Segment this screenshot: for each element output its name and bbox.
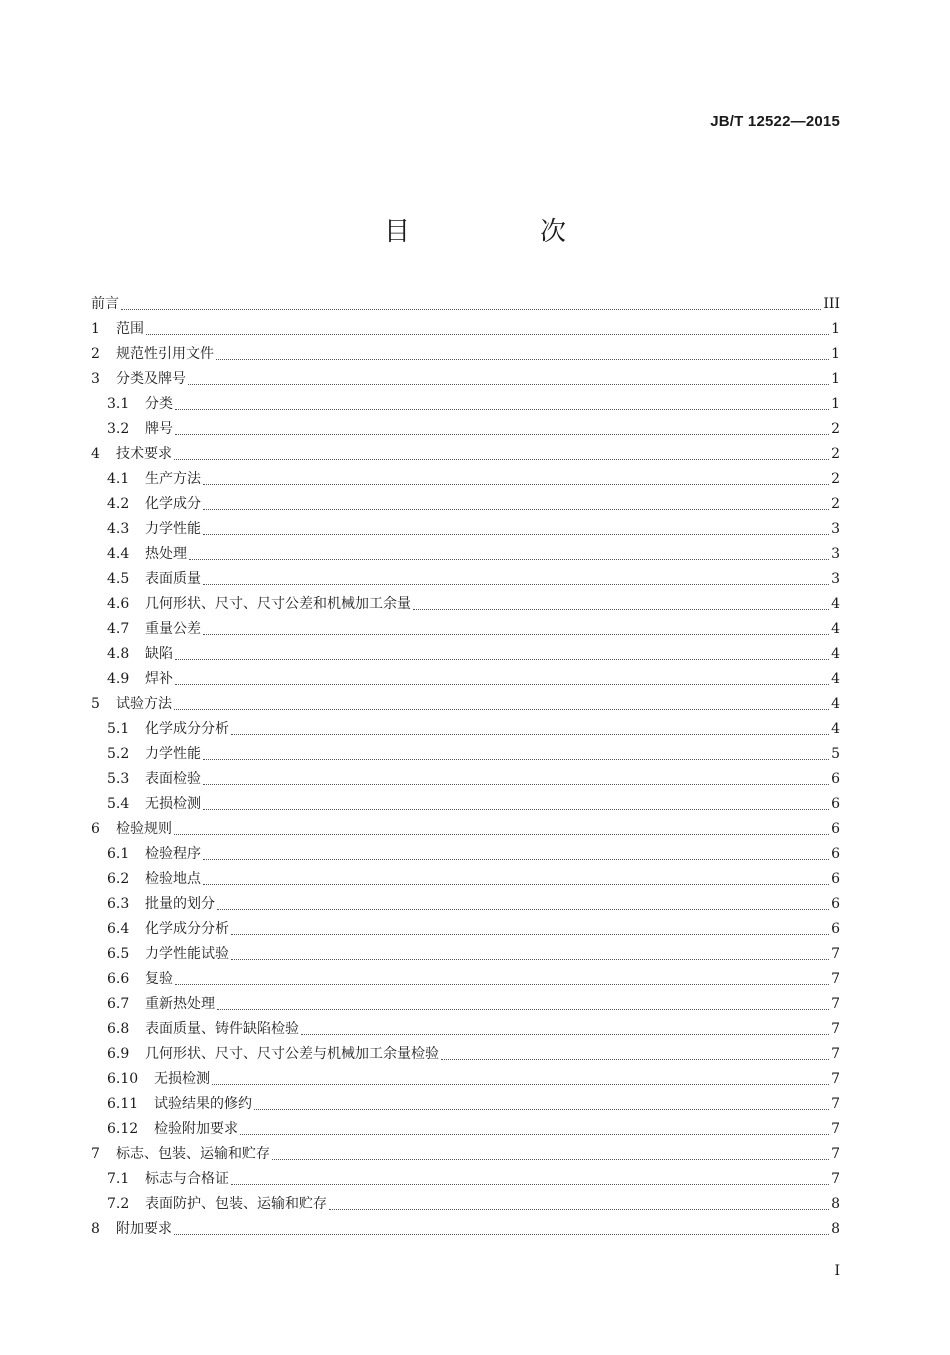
toc-entry-page: 2: [831, 471, 840, 487]
toc-entry-number: 6.2: [107, 871, 130, 887]
toc-entry-label: 表面检验: [145, 771, 201, 787]
dot-leader: [301, 1034, 829, 1035]
toc-entry-label: 生产方法: [145, 471, 201, 487]
toc-entry[interactable]: [91, 617, 840, 642]
toc-entry-page: 1: [831, 346, 840, 362]
toc-entry-label: 几何形状、尺寸、尺寸公差与机械加工余量检验: [145, 1046, 439, 1062]
page-title: 目 次: [383, 217, 618, 247]
toc-entry-label: 缺陷: [145, 646, 173, 662]
toc-entry-number: 4.4: [107, 546, 130, 562]
toc-entry-number: 4.1: [107, 471, 130, 487]
toc-entry-number: 6.4: [107, 921, 130, 937]
toc-entry[interactable]: [91, 942, 840, 967]
dot-leader: [217, 909, 829, 910]
toc-entry-page: 7: [831, 1021, 840, 1037]
toc-entry[interactable]: [91, 742, 840, 767]
toc-entry[interactable]: [91, 517, 840, 542]
toc-entry-number: 1: [91, 321, 100, 337]
toc-entry-label: 无损检测: [145, 796, 201, 812]
toc-entry-page: 4: [831, 621, 840, 637]
toc-entry[interactable]: [91, 667, 840, 692]
toc-entry[interactable]: [91, 717, 840, 742]
dot-leader: [189, 559, 829, 560]
toc-entry[interactable]: [91, 892, 840, 917]
toc-entry-label: 检验程序: [145, 846, 201, 862]
toc-entry-number: 3.2: [107, 421, 130, 437]
toc-entry-label: 规范性引用文件: [116, 346, 214, 362]
toc-entry-number: 6.3: [107, 896, 130, 912]
dot-leader: [217, 1009, 829, 1010]
dot-leader: [203, 534, 829, 535]
toc-entry-label: 表面质量: [145, 571, 201, 587]
toc-entry-number: 8: [91, 1221, 100, 1237]
toc-entry-page: 4: [831, 646, 840, 662]
toc-entry[interactable]: [91, 342, 840, 367]
toc-entry-number: 4.3: [107, 521, 130, 537]
dot-leader: [216, 359, 829, 360]
toc-entry-number: 5: [91, 696, 100, 712]
toc-entry-number: 7.1: [107, 1171, 130, 1187]
toc-entry-page: 3: [831, 571, 840, 587]
toc-entry[interactable]: [91, 967, 840, 992]
toc-entry[interactable]: [91, 692, 840, 717]
toc-entry[interactable]: [91, 1192, 840, 1217]
toc-entry-label: 附加要求: [116, 1221, 172, 1237]
toc-entry-number: 6.9: [107, 1046, 130, 1062]
dot-leader: [231, 959, 829, 960]
dot-leader: [212, 1084, 829, 1085]
toc-entry-label: 标志与合格证: [145, 1171, 229, 1187]
dot-leader: [203, 634, 829, 635]
toc-entry-label: 热处理: [145, 546, 187, 562]
toc-entry-label: 无损检测: [154, 1071, 210, 1087]
toc-entry-label: 检验附加要求: [154, 1121, 238, 1137]
toc-entry-page: 7: [831, 1096, 840, 1112]
dot-leader: [413, 609, 829, 610]
toc-entry-number: 2: [91, 346, 100, 362]
toc-entry-label: 批量的划分: [145, 896, 215, 912]
toc-entry-label: 分类及牌号: [116, 371, 186, 387]
toc-entry-number: 4.9: [107, 671, 130, 687]
toc-entry-number: 6.6: [107, 971, 130, 987]
dot-leader: [175, 659, 829, 660]
toc-entry-label: 化学成分分析: [145, 921, 229, 937]
toc-entry[interactable]: [91, 1092, 840, 1117]
toc-entry[interactable]: [91, 292, 840, 317]
toc-entry-page: 4: [831, 671, 840, 687]
toc-entry-number: 3.1: [107, 396, 130, 412]
dot-leader: [240, 1134, 829, 1135]
toc-entry[interactable]: [91, 817, 840, 842]
toc-entry[interactable]: [91, 567, 840, 592]
dot-leader: [203, 859, 829, 860]
toc-entry-number: 4.6: [107, 596, 130, 612]
toc-entry-number: 6.7: [107, 996, 130, 1012]
toc-entry-number: 6.5: [107, 946, 130, 962]
dot-leader: [441, 1059, 829, 1060]
toc-entry-label: 标志、包装、运输和贮存: [116, 1146, 270, 1162]
toc-entry-number: 4.7: [107, 621, 130, 637]
dot-leader: [188, 384, 829, 385]
toc-entry-number: 7.2: [107, 1196, 130, 1212]
toc-entry[interactable]: [91, 792, 840, 817]
toc-entry-label: 化学成分: [145, 496, 201, 512]
toc-entry[interactable]: [91, 842, 840, 867]
toc-entry-page: 7: [831, 946, 840, 962]
toc-entry[interactable]: [91, 392, 840, 417]
dot-leader: [175, 684, 829, 685]
toc-entry-number: 5.4: [107, 796, 130, 812]
toc-entry-label: 试验方法: [116, 696, 172, 712]
toc-entry-page: 2: [831, 446, 840, 462]
toc-entry-label: 几何形状、尺寸、尺寸公差和机械加工余量: [145, 596, 411, 612]
toc-entry[interactable]: [91, 917, 840, 942]
toc-entry-page: 5: [831, 746, 840, 762]
toc-entry-page: 6: [831, 796, 840, 812]
toc-entry-number: 4.8: [107, 646, 130, 662]
dot-leader: [203, 884, 829, 885]
toc-entry-page: 6: [831, 771, 840, 787]
toc-entry-number: 4.2: [107, 496, 130, 512]
toc-entry-number: 5.3: [107, 771, 130, 787]
dot-leader: [203, 784, 829, 785]
toc-entry-number: 6: [91, 821, 100, 837]
toc-entry[interactable]: [91, 467, 840, 492]
toc-entry-page: 7: [831, 1121, 840, 1137]
dot-leader: [174, 834, 829, 835]
toc-entry-page: 6: [831, 921, 840, 937]
toc-entry-page: 4: [831, 596, 840, 612]
toc-entry[interactable]: [91, 642, 840, 667]
toc-entry-label: 前言: [91, 296, 119, 312]
toc-entry-label: 重新热处理: [145, 996, 215, 1012]
toc-entry-label: 力学性能试验: [145, 946, 229, 962]
toc-entry-page: III: [823, 296, 840, 312]
toc-entry[interactable]: [91, 767, 840, 792]
toc-entry-number: 6.10: [107, 1071, 139, 1087]
dot-leader: [174, 1234, 829, 1235]
toc-entry-label: 检验地点: [145, 871, 201, 887]
toc-entry-page: 3: [831, 521, 840, 537]
toc-entry-page: 6: [831, 846, 840, 862]
dot-leader: [175, 409, 829, 410]
toc-entry-page: 4: [831, 721, 840, 737]
dot-leader: [174, 459, 829, 460]
toc-entry-number: 5.1: [107, 721, 130, 737]
toc-entry-number: 7: [91, 1146, 100, 1162]
toc-entry[interactable]: [91, 317, 840, 342]
toc-entry[interactable]: [91, 1042, 840, 1067]
toc-entry-page: 8: [831, 1196, 840, 1212]
toc-entry-label: 分类: [145, 396, 173, 412]
toc-entry-page: 6: [831, 821, 840, 837]
dot-leader: [203, 509, 829, 510]
toc-entry-label: 复验: [145, 971, 173, 987]
toc-entry[interactable]: [91, 417, 840, 442]
toc-entry-page: 1: [831, 396, 840, 412]
toc-entry[interactable]: [91, 1142, 840, 1167]
dot-leader: [203, 809, 829, 810]
toc-entry[interactable]: [91, 1167, 840, 1192]
toc-entry-number: 4: [91, 446, 100, 462]
toc-entry-page: 2: [831, 421, 840, 437]
toc-entry-number: 6.11: [107, 1096, 139, 1112]
dot-leader: [203, 584, 829, 585]
toc-entry-label: 技术要求: [116, 446, 172, 462]
toc-entry-page: 7: [831, 1171, 840, 1187]
toc-entry[interactable]: [91, 442, 840, 467]
toc-entry[interactable]: [91, 492, 840, 517]
toc-entry[interactable]: [91, 1217, 840, 1242]
toc-entry-page: 1: [831, 371, 840, 387]
toc-entry-number: 3: [91, 371, 100, 387]
standard-number: JB/T 12522—2015: [710, 113, 840, 130]
dot-leader: [272, 1159, 829, 1160]
dot-leader: [146, 334, 829, 335]
toc-entry-page: 7: [831, 1046, 840, 1062]
toc-entry[interactable]: [91, 867, 840, 892]
toc-entry[interactable]: [91, 542, 840, 567]
toc-entry-label: 范围: [116, 321, 144, 337]
toc-entry-number: 5.2: [107, 746, 130, 762]
toc-entry-page: 8: [831, 1221, 840, 1237]
toc-entry-page: 7: [831, 971, 840, 987]
dot-leader: [203, 484, 829, 485]
toc-entry[interactable]: [91, 992, 840, 1017]
dot-leader: [203, 759, 829, 760]
table-of-contents: [91, 292, 840, 1242]
toc-entry-label: 力学性能: [145, 521, 201, 537]
dot-leader: [175, 984, 829, 985]
toc-entry-label: 力学性能: [145, 746, 201, 762]
toc-entry-label: 焊补: [145, 671, 173, 687]
toc-entry-page: 4: [831, 696, 840, 712]
toc-entry-number: 4.5: [107, 571, 130, 587]
dot-leader: [231, 934, 829, 935]
dot-leader: [231, 1184, 829, 1185]
toc-entry-page: 6: [831, 871, 840, 887]
toc-entry-label: 重量公差: [145, 621, 201, 637]
toc-entry[interactable]: [91, 1117, 840, 1142]
toc-entry[interactable]: [91, 1017, 840, 1042]
dot-leader: [121, 309, 821, 310]
toc-entry-label: 检验规则: [116, 821, 172, 837]
toc-entry-label: 表面质量、铸件缺陷检验: [145, 1021, 299, 1037]
toc-entry-page: 7: [831, 1071, 840, 1087]
toc-entry-page: 7: [831, 996, 840, 1012]
toc-entry-label: 牌号: [145, 421, 173, 437]
toc-entry-number: 6.8: [107, 1021, 130, 1037]
dot-leader: [329, 1209, 829, 1210]
toc-entry-page: 6: [831, 896, 840, 912]
toc-entry-page: 2: [831, 496, 840, 512]
dot-leader: [174, 709, 829, 710]
dot-leader: [175, 434, 829, 435]
toc-entry-label: 试验结果的修约: [154, 1096, 252, 1112]
toc-entry-page: 1: [831, 321, 840, 337]
toc-entry[interactable]: [91, 367, 840, 392]
toc-entry-number: 6.12: [107, 1121, 139, 1137]
toc-entry-page: 7: [831, 1146, 840, 1162]
toc-entry-label: 表面防护、包装、运输和贮存: [145, 1196, 327, 1212]
dot-leader: [254, 1109, 829, 1110]
dot-leader: [231, 734, 829, 735]
page-number: I: [834, 1263, 840, 1279]
toc-entry[interactable]: [91, 592, 840, 617]
toc-entry-page: 3: [831, 546, 840, 562]
toc-entry[interactable]: [91, 1067, 840, 1092]
toc-entry-number: 6.1: [107, 846, 130, 862]
toc-entry-label: 化学成分分析: [145, 721, 229, 737]
